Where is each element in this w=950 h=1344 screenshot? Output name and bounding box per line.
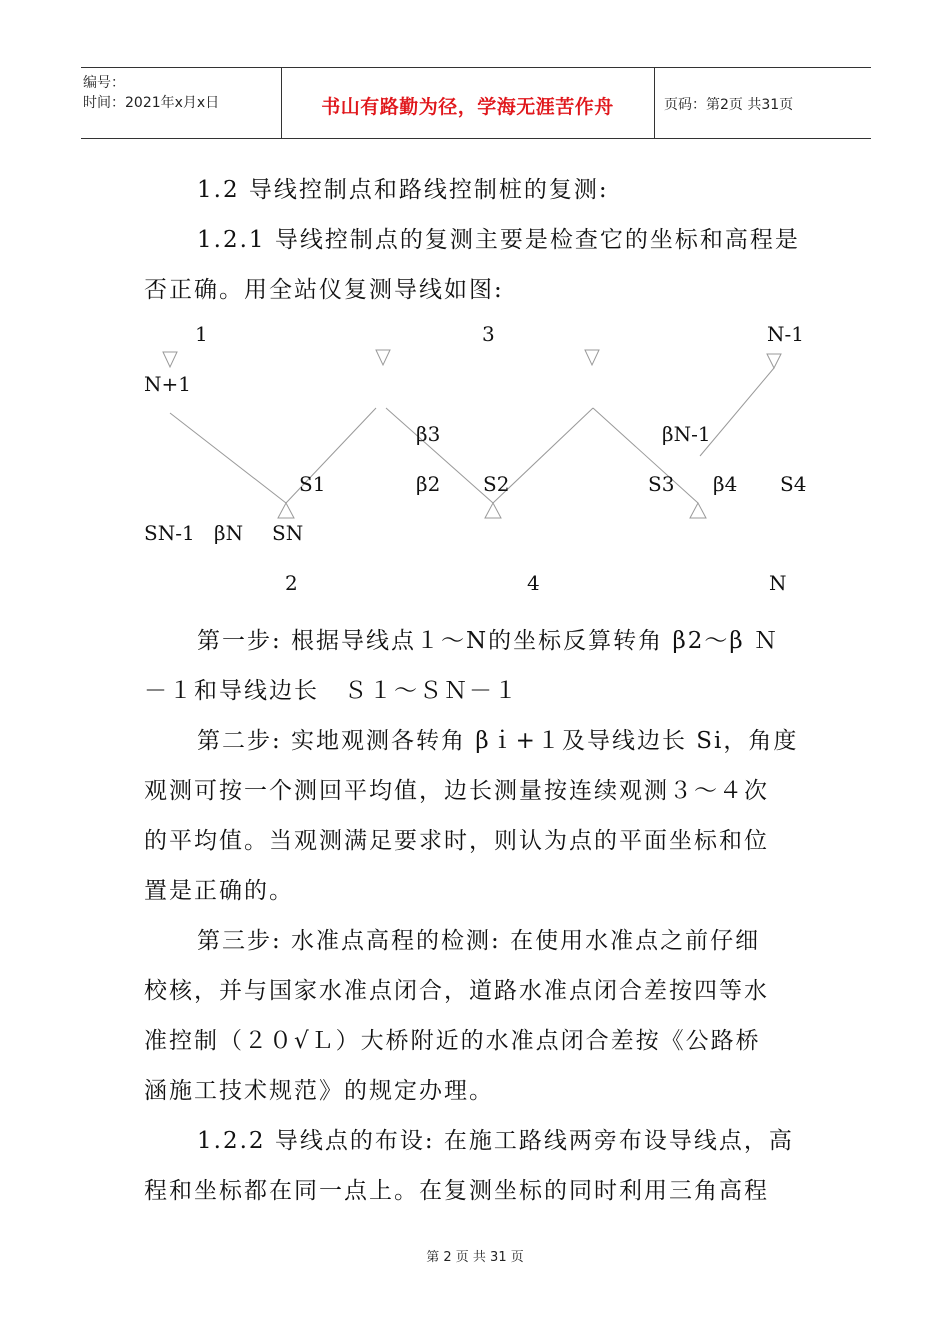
label-beta-3: β3 — [416, 422, 441, 446]
traverse-leg-6 — [700, 368, 774, 456]
page-info: 页码：第2页 共31页 — [664, 97, 794, 113]
page-footer: 第 2 页 共 31 页 — [426, 1250, 524, 1265]
label-beta-4: β4 — [713, 472, 738, 496]
label-1: 1 — [195, 322, 208, 346]
label-s3: S3 — [648, 472, 675, 496]
label-3: 3 — [482, 322, 495, 346]
step3-line1: 第三步: 水准点高程的检测: 在使用水准点之前仔细 — [197, 928, 761, 954]
station-marker-3a — [376, 350, 390, 365]
label-beta-2: β2 — [416, 472, 441, 496]
traverse-leg-1 — [170, 413, 286, 503]
station-marker-n — [690, 503, 706, 518]
date-label: 时间：2021年x月x日 — [83, 95, 220, 111]
step3-line4: 涵施工技术规范》的规定办理。 — [144, 1078, 494, 1104]
label-s-n-minus-1: SN-1 — [144, 521, 195, 545]
label-s2: S2 — [483, 472, 510, 496]
paragraph-1-2-1-line2: 否正确。用全站仪复测导线如图: — [144, 277, 504, 303]
step3-line2: 校核，并与国家水准点闭合，道路水准点闭合差按四等水 — [144, 978, 769, 1004]
step3-line3: 准控制（２０√Ｌ）大桥附近的水准点闭合差按《公路桥 — [144, 1028, 761, 1054]
step2-line2: 观测可按一个测回平均值，边长测量按连续观测３～４次 — [144, 778, 769, 804]
label-2: 2 — [285, 571, 298, 595]
label-s-n: SN — [272, 521, 304, 545]
number-label: 编号： — [83, 75, 125, 91]
label-beta-n: βN — [214, 521, 244, 545]
station-marker-n-minus-1 — [767, 354, 781, 368]
label-n: N — [769, 571, 787, 595]
station-marker-2 — [278, 503, 294, 518]
paragraph-1-2-2-line2: 程和坐标都在同一点上。在复测坐标的同时利用三角高程 — [144, 1178, 769, 1204]
label-s1: S1 — [299, 472, 326, 496]
step1-line1: 第一步: 根据导线点１～N的坐标反算转角 β2～β Ｎ — [197, 628, 780, 654]
label-beta-n-minus-1: βN-1 — [662, 422, 711, 446]
station-marker-4 — [485, 503, 501, 518]
label-s4: S4 — [780, 472, 807, 496]
paragraph-1-2-2-line1: 1.2.2 导线点的布设: 在施工路线两旁布设导线点，高 — [197, 1128, 794, 1154]
label-4: 4 — [527, 571, 540, 595]
step2-line3: 的平均值。当观测满足要求时，则认为点的平面坐标和位 — [144, 828, 769, 854]
heading-1-2: 1.2 导线控制点和路线控制桩的复测: — [197, 177, 609, 203]
motto-text: 书山有路勤为径，学海无涯苦作舟 — [321, 96, 614, 118]
label-n-minus-1: N-1 — [767, 322, 804, 346]
station-marker-1 — [163, 352, 177, 367]
label-n-plus-1: N+1 — [144, 372, 191, 396]
step2-line1: 第二步: 实地观测各转角 βｉ+１及导线边长 Si，角度 — [197, 728, 799, 754]
step1-line2: －１和导线边长 Ｓ１～ＳＮ－１ — [144, 678, 519, 704]
paragraph-1-2-1-line1: 1.2.1 导线控制点的复测主要是检查它的坐标和高程是 — [197, 227, 800, 253]
station-marker-3b — [585, 350, 599, 365]
step2-line4: 置是正确的。 — [144, 878, 294, 904]
